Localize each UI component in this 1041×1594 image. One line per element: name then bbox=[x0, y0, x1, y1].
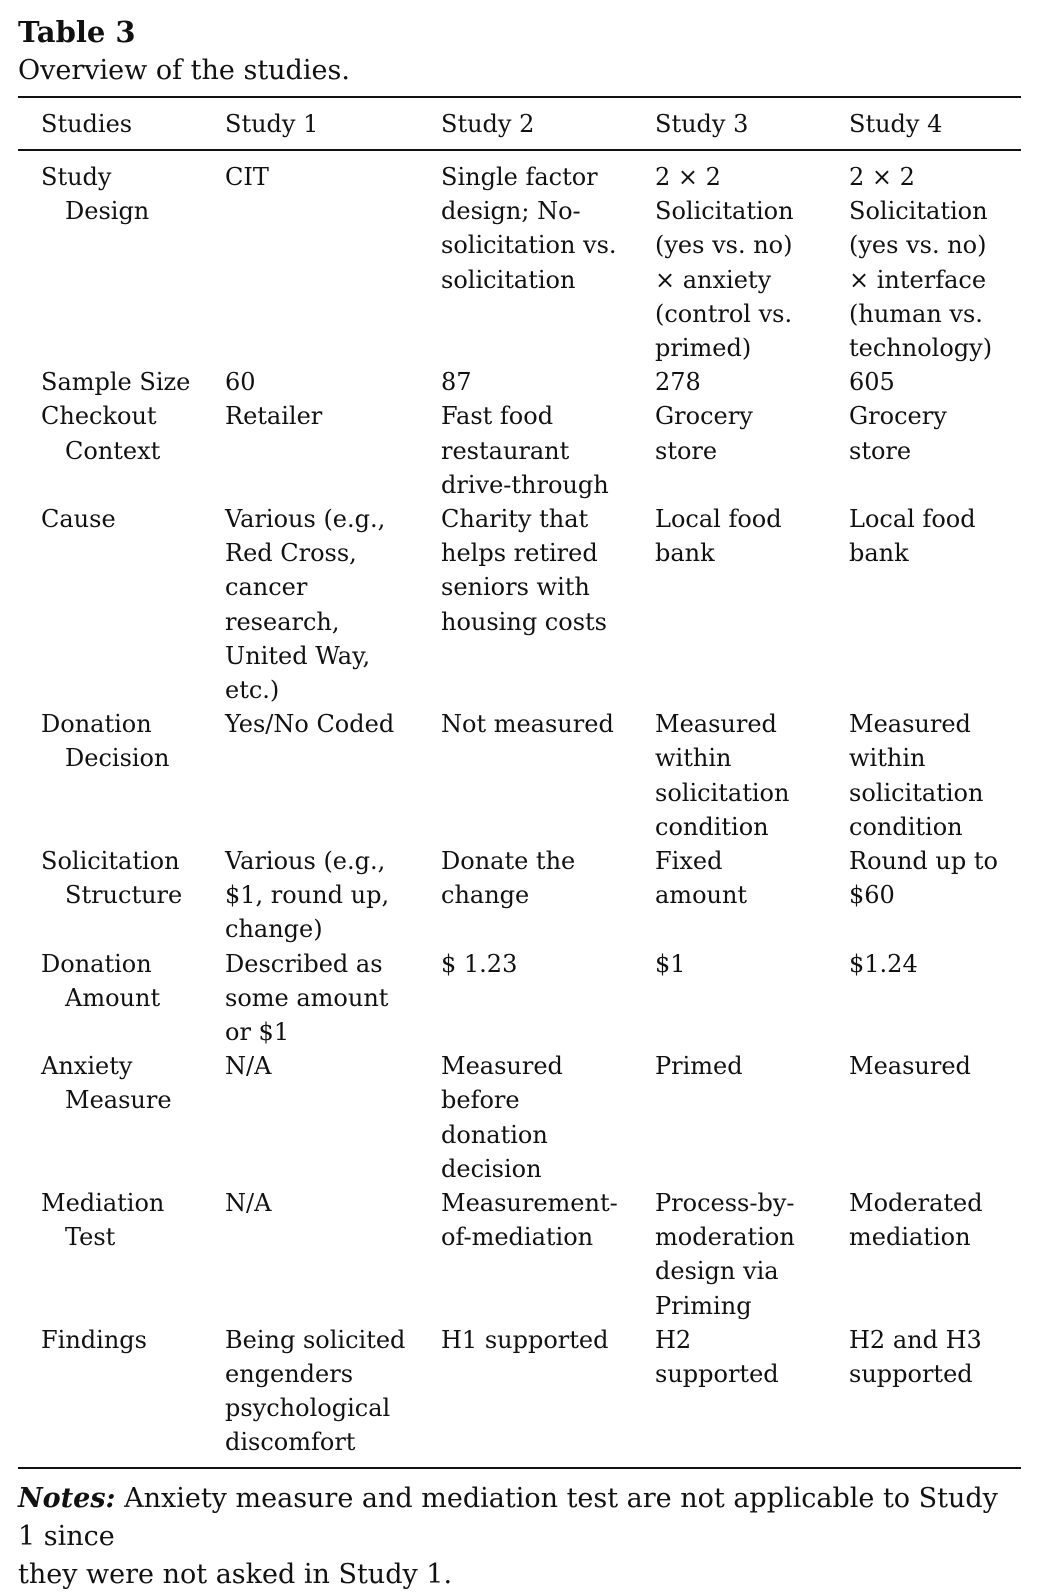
table-cell-study-1 bbox=[225, 1049, 271, 1083]
cell-line: Solicitation bbox=[849, 197, 988, 226]
cell-line: or $1 bbox=[225, 1018, 290, 1046]
row-label bbox=[41, 399, 160, 467]
row-label-line: Donation bbox=[41, 710, 152, 739]
cell-line: bank bbox=[849, 539, 909, 568]
cell-line: Not measured bbox=[441, 710, 614, 739]
cell-line: × anxiety bbox=[655, 265, 772, 294]
cell-line: technology) bbox=[849, 334, 993, 363]
table-cell-study-3 bbox=[655, 707, 789, 844]
table-cell-study-4 bbox=[849, 399, 947, 467]
cell-line: Measured bbox=[849, 710, 971, 739]
table-cell-study-3 bbox=[655, 160, 794, 365]
cell-line: Process-by- bbox=[655, 1189, 795, 1217]
header-study-2: Study 2 bbox=[441, 110, 535, 138]
table-cell-study-3 bbox=[655, 1186, 795, 1323]
table-cell-study-3 bbox=[655, 502, 782, 570]
cell-line: CIT bbox=[225, 163, 269, 191]
row-label-line: Amount bbox=[65, 983, 161, 1012]
cell-line: some amount bbox=[225, 983, 389, 1012]
cell-line: Retailer bbox=[225, 402, 323, 431]
table-cell-study-2 bbox=[441, 160, 617, 297]
cell-line: bank bbox=[655, 539, 715, 568]
table-cell-study-1 bbox=[225, 365, 256, 399]
table-cell-study-1 bbox=[225, 707, 394, 741]
table-cell-study-4 bbox=[849, 1049, 971, 1083]
cell-line: × interface bbox=[849, 265, 987, 294]
header-studies: Studies bbox=[41, 110, 133, 138]
row-label-line: Context bbox=[65, 436, 161, 465]
row-label-line: Anxiety bbox=[41, 1052, 133, 1081]
cell-line: amount bbox=[655, 881, 748, 910]
cell-line: solicitation bbox=[655, 778, 790, 807]
row-label bbox=[41, 947, 160, 1015]
cell-line: mediation bbox=[849, 1223, 971, 1252]
table-cell-study-4 bbox=[849, 844, 998, 912]
table-caption: Overview of the studies. bbox=[18, 55, 350, 86]
cell-line: (yes vs. no) bbox=[849, 231, 987, 260]
row-label-line: Cause bbox=[41, 505, 116, 533]
table-label: Table 3 bbox=[18, 15, 136, 49]
row-label-line: Test bbox=[65, 1223, 116, 1252]
cell-line: Described as bbox=[225, 949, 383, 978]
table-cell-study-4 bbox=[849, 502, 976, 570]
cell-line: decision bbox=[441, 1154, 542, 1183]
cell-line: 87 bbox=[441, 368, 472, 397]
cell-line: before bbox=[441, 1086, 520, 1115]
table-cell-study-1 bbox=[225, 399, 322, 433]
notes-line-1 bbox=[18, 1480, 1021, 1556]
cell-line: etc.) bbox=[225, 676, 280, 705]
cell-line: Yes/No Coded bbox=[225, 710, 395, 739]
cell-line: (yes vs. no) bbox=[655, 231, 793, 260]
row-label bbox=[41, 365, 190, 399]
cell-line: Being solicited bbox=[225, 1325, 406, 1354]
cell-line: Measured bbox=[441, 1052, 563, 1081]
cell-line: of-mediation bbox=[441, 1223, 594, 1252]
cell-line: discomfort bbox=[225, 1428, 356, 1457]
row-label-line: Structure bbox=[65, 881, 183, 910]
table-cell-study-1 bbox=[225, 844, 389, 947]
cell-line: store bbox=[849, 436, 912, 465]
cell-line: primed) bbox=[655, 334, 752, 363]
cell-line: Various (e.g., bbox=[225, 847, 386, 875]
row-label-line: Study bbox=[41, 163, 112, 191]
table-cell-study-4 bbox=[849, 1323, 982, 1391]
cell-line: Grocery bbox=[655, 402, 753, 431]
table-cell-study-1 bbox=[225, 947, 388, 1050]
cell-line: Local food bbox=[655, 505, 782, 533]
cell-line: N/A bbox=[225, 1052, 272, 1081]
cell-line: Round up to bbox=[849, 847, 998, 875]
cell-line: drive-through bbox=[441, 470, 609, 499]
cell-line: housing costs bbox=[441, 607, 607, 636]
cell-line: H2 bbox=[655, 1325, 692, 1354]
cell-line: Local food bbox=[849, 505, 976, 533]
cell-line: Charity that bbox=[441, 505, 589, 533]
row-label-line: Checkout bbox=[41, 402, 157, 431]
cell-line: design; No- bbox=[441, 197, 581, 226]
table-cell-study-3 bbox=[655, 947, 686, 981]
row-label-line: Donation bbox=[41, 949, 152, 978]
cell-line: Moderated bbox=[849, 1189, 983, 1217]
cell-line: solicitation vs. bbox=[441, 231, 617, 260]
cell-line: N/A bbox=[225, 1189, 272, 1217]
row-label bbox=[41, 844, 182, 912]
cell-line: 60 bbox=[225, 368, 256, 397]
table-cell-study-4 bbox=[849, 947, 918, 981]
cell-line: Donate the bbox=[441, 847, 576, 875]
cell-line: supported bbox=[655, 1360, 779, 1388]
notes-text-1: Anxiety measure and mediation test are not applicable to Study 1 since bbox=[18, 1483, 998, 1552]
cell-line: Measurement- bbox=[441, 1189, 618, 1217]
cell-line: Fast food bbox=[441, 402, 554, 431]
cell-line: H2 and H3 bbox=[849, 1325, 982, 1354]
table-cell-study-2 bbox=[441, 1049, 563, 1186]
table-cell-study-2 bbox=[441, 399, 609, 502]
cell-line: 278 bbox=[655, 368, 701, 397]
table-cell-study-1 bbox=[225, 160, 269, 194]
row-label bbox=[41, 1049, 172, 1117]
table-cell-study-4 bbox=[849, 365, 895, 399]
cell-line: Measured bbox=[655, 710, 777, 739]
cell-line: change bbox=[441, 881, 530, 910]
cell-line: helps retired bbox=[441, 539, 598, 568]
header-study-4: Study 4 bbox=[849, 110, 943, 138]
cell-line: Fixed bbox=[655, 847, 723, 875]
cell-line: psychological bbox=[225, 1394, 391, 1423]
top-rule bbox=[18, 96, 1021, 98]
cell-line: H1 supported bbox=[441, 1325, 609, 1354]
row-label bbox=[41, 160, 149, 228]
table-cell-study-2 bbox=[441, 1323, 608, 1357]
cell-line: donation bbox=[441, 1120, 548, 1149]
table-cell-study-1 bbox=[225, 1186, 271, 1220]
cell-line: seniors with bbox=[441, 573, 590, 602]
header-study-1: Study 1 bbox=[225, 110, 319, 138]
cell-line: $ 1.23 bbox=[441, 949, 518, 978]
cell-line: cancer bbox=[225, 573, 308, 602]
cell-line: 2 × 2 bbox=[849, 163, 915, 191]
table-cell-study-2 bbox=[441, 502, 607, 639]
cell-line: $1.24 bbox=[849, 949, 918, 978]
table-cell-study-3 bbox=[655, 1049, 743, 1083]
row-label-line: Sample Size bbox=[41, 368, 191, 397]
cell-line: solicitation bbox=[441, 265, 576, 294]
bottom-rule bbox=[18, 1467, 1021, 1469]
cell-line: engenders bbox=[225, 1360, 354, 1388]
cell-line: Measured bbox=[849, 1052, 971, 1081]
cell-line: $1 bbox=[655, 949, 686, 978]
cell-line: condition bbox=[655, 812, 769, 841]
table-cell-study-2 bbox=[441, 365, 472, 399]
header-study-3: Study 3 bbox=[655, 110, 749, 138]
cell-line: 605 bbox=[849, 368, 895, 397]
cell-line: store bbox=[655, 436, 718, 465]
row-label-line: Design bbox=[65, 197, 150, 226]
table-cell-study-2 bbox=[441, 844, 575, 912]
cell-line: Primed bbox=[655, 1052, 743, 1081]
cell-line: Priming bbox=[655, 1291, 752, 1320]
cell-line: Solicitation bbox=[655, 197, 794, 226]
cell-line: solicitation bbox=[849, 778, 984, 807]
notes-label: Notes: bbox=[18, 1483, 116, 1514]
cell-line: design via bbox=[655, 1257, 779, 1286]
cell-line: Grocery bbox=[849, 402, 947, 431]
cell-line: Various (e.g., bbox=[225, 505, 386, 533]
row-label-line: Mediation bbox=[41, 1189, 165, 1217]
row-label bbox=[41, 1186, 164, 1254]
row-label-line: Solicitation bbox=[41, 847, 180, 875]
cell-line: Red Cross, bbox=[225, 539, 357, 568]
table-cell-study-3 bbox=[655, 1323, 779, 1391]
cell-line: 2 × 2 bbox=[655, 163, 721, 191]
row-label bbox=[41, 502, 116, 536]
cell-line: restaurant bbox=[441, 436, 570, 465]
table-cell-study-2 bbox=[441, 1186, 618, 1254]
table-notes bbox=[18, 1480, 1021, 1594]
notes-line-2: they were not asked in Study 1. bbox=[18, 1559, 453, 1590]
cell-line: condition bbox=[849, 812, 963, 841]
cell-line: supported bbox=[849, 1360, 973, 1388]
cell-line: (human vs. bbox=[849, 299, 983, 328]
cell-line: $1, round up, bbox=[225, 881, 390, 910]
row-label bbox=[41, 707, 169, 775]
table-cell-study-1 bbox=[225, 502, 385, 707]
table-cell-study-3 bbox=[655, 399, 753, 467]
row-label bbox=[41, 1323, 147, 1357]
row-label-line: Measure bbox=[65, 1086, 172, 1115]
row-label-line: Findings bbox=[41, 1325, 147, 1354]
cell-line: change) bbox=[225, 915, 323, 944]
cell-line: within bbox=[655, 744, 732, 773]
cell-line: $60 bbox=[849, 881, 895, 910]
cell-line: research, bbox=[225, 607, 340, 636]
table-cell-study-2 bbox=[441, 947, 517, 981]
table-cell-study-3 bbox=[655, 365, 701, 399]
cell-line: United Way, bbox=[225, 641, 371, 670]
table-cell-study-3 bbox=[655, 844, 747, 912]
cell-line: within bbox=[849, 744, 926, 773]
table-cell-study-4 bbox=[849, 160, 992, 365]
table-cell-study-4 bbox=[849, 707, 983, 844]
table-cell-study-4 bbox=[849, 1186, 983, 1254]
table-cell-study-1 bbox=[225, 1323, 405, 1460]
cell-line: (control vs. bbox=[655, 299, 793, 328]
cell-line: Single factor bbox=[441, 163, 598, 191]
cell-line: moderation bbox=[655, 1223, 795, 1252]
header-rule bbox=[18, 149, 1021, 151]
row-label-line: Decision bbox=[65, 744, 170, 773]
table-cell-study-2 bbox=[441, 707, 614, 741]
